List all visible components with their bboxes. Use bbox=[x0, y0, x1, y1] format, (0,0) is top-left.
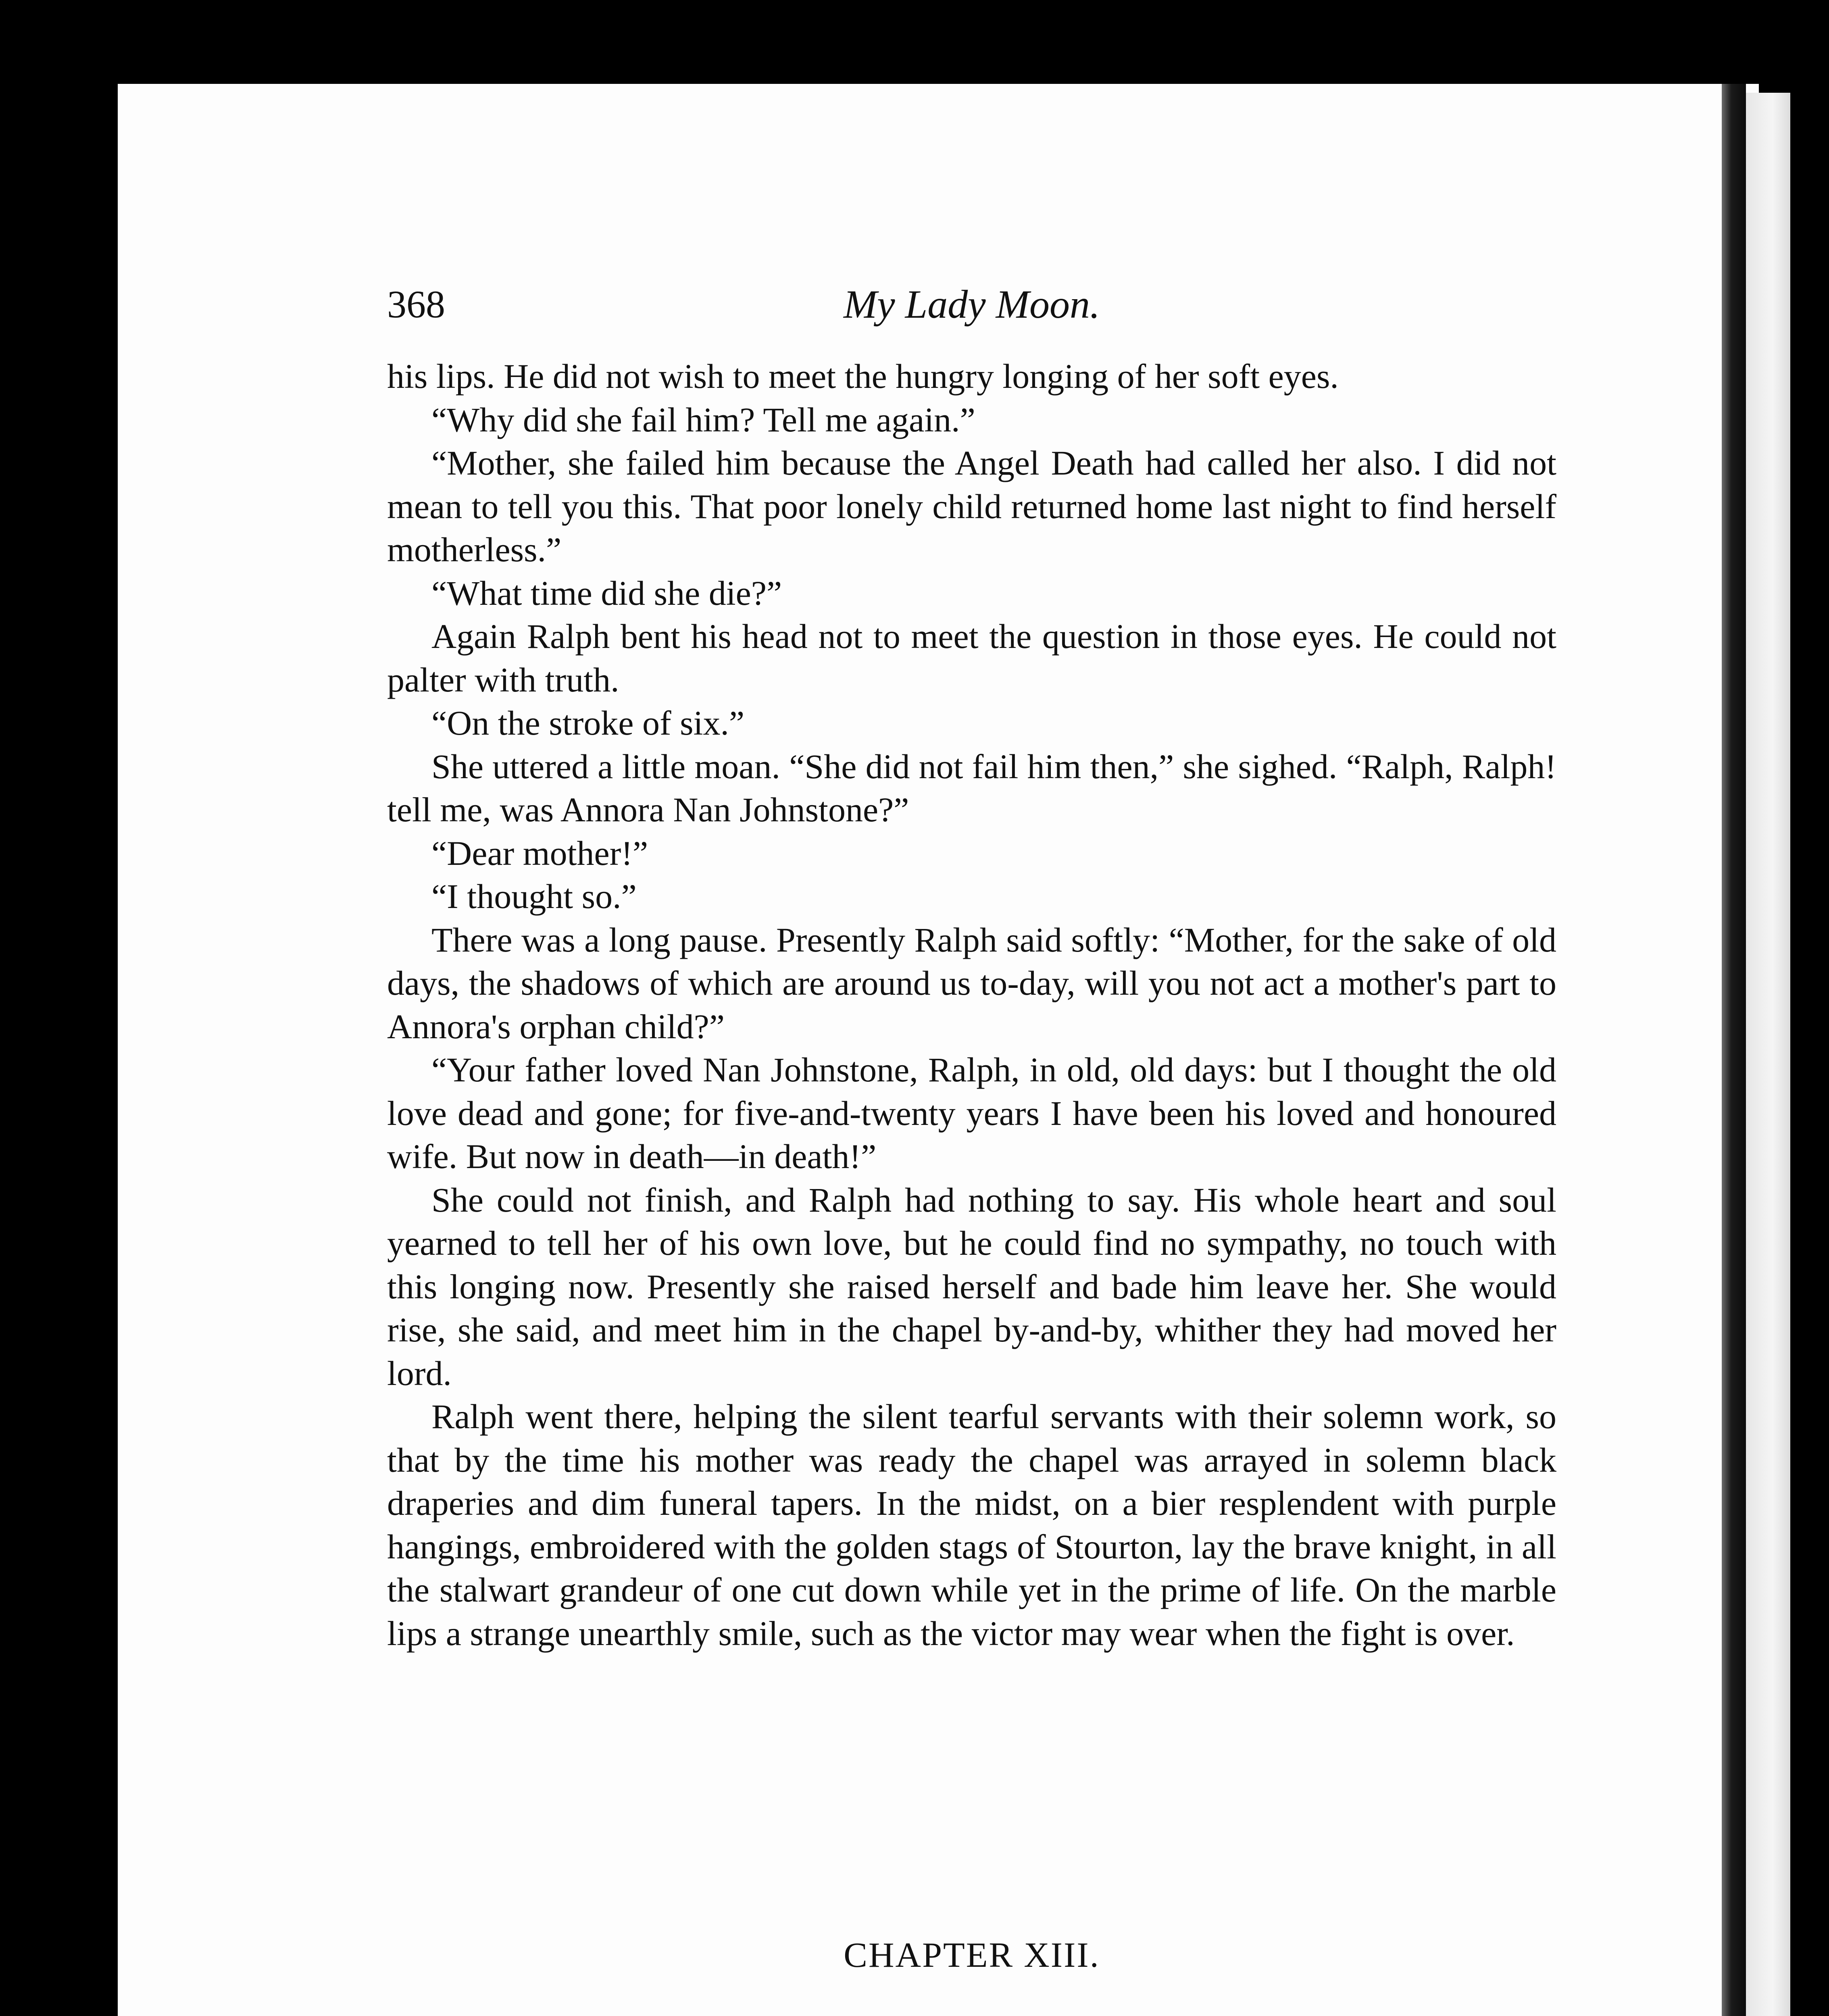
paragraph: “What time did she die?” bbox=[431, 573, 782, 612]
paragraph: “I thought so.” bbox=[431, 877, 637, 916]
paragraph: Again Ralph bent his head not to meet the question in those eyes. He could not palter with truth. bbox=[387, 617, 1556, 699]
paragraph: his lips. He did not wish to meet the hungry longing of her soft eyes. bbox=[387, 357, 1339, 396]
paragraph: She uttered a little moan. “She did not fail him then,” she sighed. “Ralph, Ralph! tell me, was Annora Nan Johnstone?” bbox=[387, 747, 1556, 829]
page-number: 368 bbox=[387, 283, 445, 326]
paragraph: “Mother, she failed him because the Angel Death had called her also. I did not mean to tell you this. That poor lonely child returned home last night to find herself motherless.” bbox=[387, 444, 1556, 569]
paragraph: “On the stroke of six.” bbox=[431, 704, 745, 742]
paragraph: Ralph went there, helping the silent tearful servants with their solemn work, so that by the time his mother was ready the chapel was arrayed in solemn black draperies and dim funeral tapers. In the midst, on a bier resplendent with purple hangings, embroidered with the golden stags of Stourton, lay the brave knight, in all the stalwart grandeur of one cut down while yet in the prime of life. On the marble lips a strange unearthly smile, such as the victor may wear when the fight is over. bbox=[387, 1397, 1556, 1653]
scan-border bbox=[1790, 93, 1829, 2016]
running-head bbox=[387, 274, 1556, 335]
page-gutter bbox=[1722, 84, 1746, 2016]
text-block-top bbox=[387, 355, 1556, 1655]
running-title: My Lady Moon. bbox=[844, 282, 1100, 327]
paragraph: “Dear mother!” bbox=[431, 833, 648, 873]
paragraph: There was a long pause. Presently Ralph said softly: “Mother, for the sake of old days, the shadows of which are around us to-day, will you not act a mother's part to Annora's orphan child?” bbox=[387, 920, 1556, 1046]
paragraph: “Why did she fail him? Tell me again.” bbox=[431, 400, 975, 439]
paragraph: “Your father loved Nan Johnstone, Ralph, in old, old days: but I thought the old love dead and gone; for five-and-twenty years I have been his loved and honoured wife. But now in death—in death!” bbox=[387, 1050, 1556, 1176]
adjacent-page-edge bbox=[1746, 93, 1790, 2016]
chapter-heading: CHAPTER XIII. bbox=[844, 1936, 1100, 1975]
paragraph: She could not finish, and Ralph had nothing to say. His whole heart and soul yearned to tell her of his own love, but he could find no sympathy, no touch with this longing now. Presently she raised herself and bade him leave her. She would rise, she said, and meet him in the chapel by-and-by, whither they had moved her lord. bbox=[387, 1180, 1556, 1393]
